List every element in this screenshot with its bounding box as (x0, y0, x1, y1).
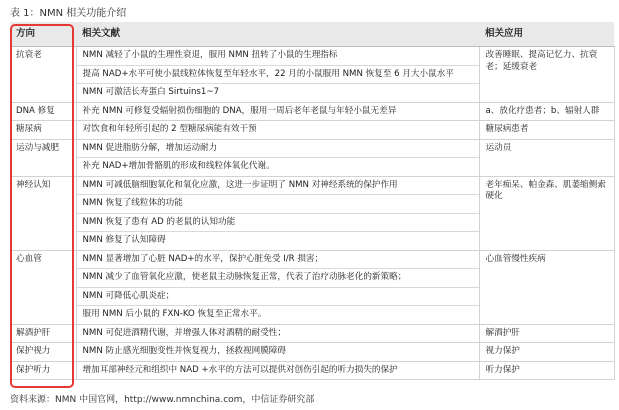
table-row (10, 176, 614, 250)
literature-item: NMN 恢复了患有 AD 的老鼠的认知功能 (77, 214, 479, 233)
table-row (10, 250, 614, 324)
literature-item: NMN 促进脂肪分解，增加运动耐力 (77, 140, 479, 159)
application-cell: a、放化疗患者；b、辐射人群 (479, 102, 614, 121)
nmn-function-table (10, 22, 615, 380)
direction-cell: 神经认知 (10, 176, 76, 250)
table-row (10, 121, 614, 140)
source-note: 资料来源：NMN 中国官网，http://www.nmnchina.com，中信证券研究部 (10, 395, 315, 405)
literature-item: NMN 可减低脑细胞氧化和氧化应激，这进一步证明了 NMN 对神经系统的保护作用 (77, 177, 479, 196)
direction-cell: 糖尿病 (10, 121, 76, 140)
literature-cell (76, 176, 479, 250)
literature-item: 增加耳部神经元和组织中 NAD +水平的方法可以提供对创伤引起的听力损失的保护 (82, 364, 398, 375)
application-cell: 视力保护 (479, 343, 614, 362)
literature-item: NMN 修复了认知障碍 (82, 235, 166, 245)
literature-item: 服用 NMN 后小鼠的 FXN-KO 恢复至正常水平。 (82, 309, 267, 319)
table-row (10, 324, 614, 343)
application-cell: 心血管慢性疾病 (479, 250, 614, 324)
header-application: 相关应用 (479, 22, 614, 47)
literature-item: NMN 减轻了小鼠的生理性衰退，服用 NMN 扭转了小鼠的生理指标 (77, 47, 479, 66)
literature-item: NMN 显著增加了心脏 NAD+的水平，保护心脏免受 I/R 损害； (77, 251, 479, 270)
header-literature: 相关文献 (76, 22, 479, 47)
table-row (10, 343, 614, 362)
application-cell: 改善睡眠、提高记忆力、抗衰老；延缓衰老 (479, 47, 614, 103)
application-cell: 糖尿病患者 (479, 121, 614, 140)
application-cell: 老年痴呆、帕金森、肌萎缩侧索硬化 (479, 176, 614, 250)
literature-item: NMN 防止感光细胞变性并恢复视力，拯救视网膜障碍 (82, 346, 286, 356)
literature-item: NMN 恢复了线粒体的功能 (77, 195, 479, 214)
application-cell: 听力保护 (479, 361, 614, 380)
table-caption: 表 1：NMN 相关功能介绍 (10, 8, 127, 19)
literature-item: NMN 减少了血管氧化应激，使老鼠主动脉恢复正常，代表了治疗动脉老化的新策略； (77, 269, 479, 288)
literature-cell (76, 343, 479, 362)
literature-item: 提高 NAD+水平可使小鼠线粒体恢复至年轻水平，22 月的小鼠服用 NMN 恢复至 6 月大小鼠水平 (77, 66, 479, 85)
literature-cell (76, 324, 479, 343)
application-cell: 运动员 (479, 139, 614, 176)
literature-cell (76, 47, 479, 103)
literature-cell (76, 139, 479, 176)
literature-cell (76, 121, 479, 140)
literature-item: NMN 可降低心肌炎症； (77, 288, 479, 307)
literature-item: NMN 可激活长寿蛋白 Sirtuins1~7 (82, 87, 220, 97)
direction-cell: DNA 修复 (10, 102, 76, 121)
application-cell: 解酒护肝 (479, 324, 614, 343)
table-row (10, 361, 614, 380)
direction-cell: 保护视力 (10, 343, 76, 362)
direction-cell: 保护听力 (10, 361, 76, 380)
direction-cell: 运动与减肥 (10, 139, 76, 176)
literature-item: 补充 NMN 可修复受辐射损伤细胞的 DNA，服用一周后老年老鼠与年轻小鼠无差异 (82, 105, 397, 116)
header-direction: 方向 (10, 22, 76, 47)
direction-cell: 解酒护肝 (10, 324, 76, 343)
literature-cell (76, 102, 479, 121)
table-row (10, 102, 614, 121)
literature-item: NMN 可促进酒精代谢，并增强人体对酒精的耐受性； (82, 327, 286, 338)
table-row (10, 47, 614, 103)
literature-cell (76, 361, 479, 380)
literature-item: 对饮食和年轻所引起的 2 型糖尿病能有效干预 (82, 124, 257, 134)
literature-cell (76, 250, 479, 324)
direction-cell: 心血管 (10, 250, 76, 324)
direction-cell: 抗衰老 (10, 47, 76, 103)
literature-item: 补充 NAD+增加骨骼肌的形成和线粒体氧化代谢。 (82, 161, 275, 171)
table-row (10, 139, 614, 176)
table-header-row (10, 22, 614, 47)
